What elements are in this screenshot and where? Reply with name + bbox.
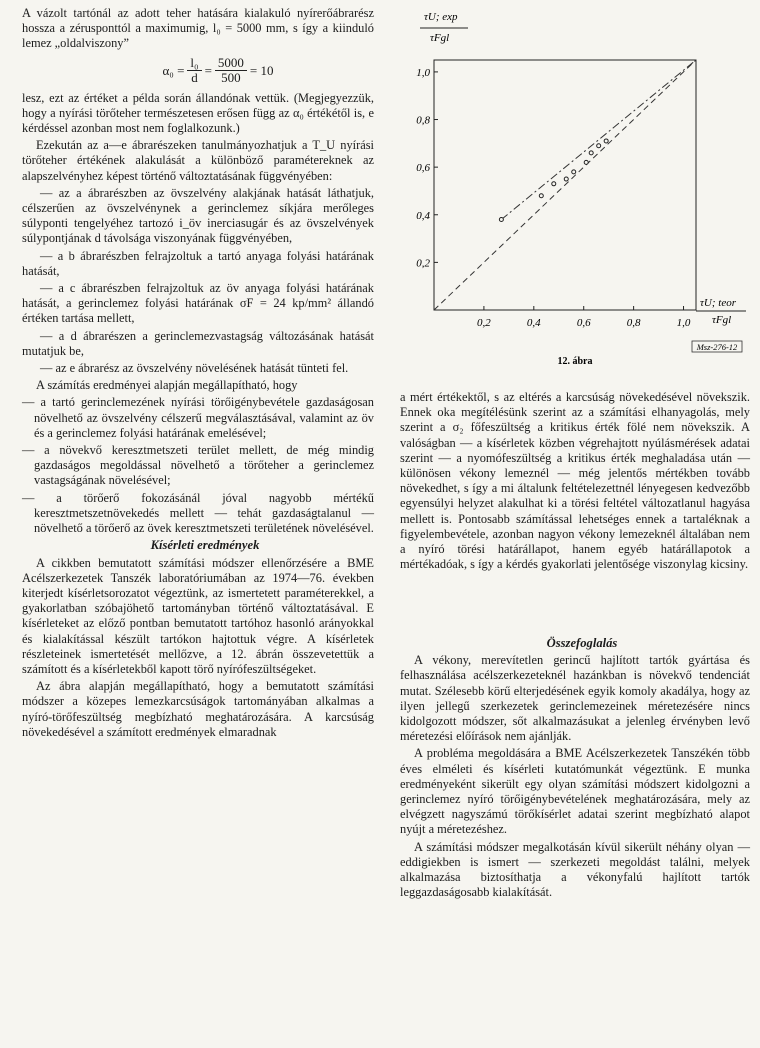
data-point [572,170,576,174]
scatter-chart [400,4,750,376]
list-item: — a törőerő fokozásánál jóval nagyobb mértékű keresztmetszetnövekedés mellett — tehát gazdaságtalanul — növelhető a törőerő az övek keresztmetszeti területének növelésével. [22,490,374,536]
x-tick-label: 0,4 [526,317,541,329]
list-item: — a d ábrarészen a gerinclemezvastagság változásának hatását mutatjuk be, [22,328,374,358]
paragraph: A probléma megoldására a BME Acélszerkezetek Tanszékén több éves elméleti és kísérleti kutatómunkát végeztünk. E munka eredményeként sikerült egy olyan számítási módszert kidolgozni a gerinclemez nyíró törőigénybevételének meghatározására, mely az elvégzett nagyszámú törőkísérlet adatai szerint megbízható alapot nyújt a méretezéshez. [400,746,750,837]
y-axis-label-top: τU; exp [424,11,458,23]
list-item: — a c ábrarészben felrajzoltuk az öv anyaga folyási határának hatását, a gerinclemez folyási határának σF = 24 kp/mm² állandó értéken tartása mellett, [22,281,374,326]
x-tick-label: 0,6 [576,317,591,329]
section-heading: Kísérleti eredmények [150,538,260,553]
alpha-formula [62,56,374,85]
x-tick-label: 1,0 [676,317,691,329]
paragraph: Ezekután az a—e ábrarészeken tanulmányozhatjuk a T_U nyírási törőteher értékének alakulását a különböző paramétereknek az alapszelvényhez képest történő változtatásának függvényében: [22,138,374,183]
data-point [564,177,568,181]
figure-12 [400,4,750,376]
left-column [22,6,374,742]
paragraph: A vázolt tartónál az adott teher hatására kialakuló nyírerőábrarész hossza a zérusponttól a maximumig, l₀ = 5000 mm, s így a kiinduló lemez „oldalviszony” [22,6,374,51]
paragraph: A számítás eredményei alapján megállapítható, hogy [36,378,298,393]
paragraph: A vékony, merevítetlen gerincű hajlított tartók gyártása és felhasználása acélszerkezeteknél hazánkban is növekvő tendenciát mutat. Szélesebb körű elterjedésének egyik komoly akadálya, hogy az ilyen jellegű szerkezetek gerinclemezeinek méretezésére nincs kidolgozott módszer, sőt alkalmazásukat a jelenleg érvényben levő méretezési előírások nem ajánlják. [400,653,750,744]
figure-tag: Msz-276-12 [696,342,738,352]
data-point [539,194,543,198]
data-point [584,160,588,164]
x-tick-label: 0,2 [477,317,491,329]
fraction-values [215,56,247,85]
section-heading: Összefoglalás [546,636,618,650]
data-point [604,139,608,143]
x-tick-label: 0,8 [626,317,641,329]
y-axis-label-bottom: τFgl [430,32,450,44]
formula-equals: = [204,62,212,78]
reference-line [434,60,696,310]
formula-lhs: α₀ = [162,62,185,78]
data-point [597,144,601,148]
list-item: — a tartó gerinclemezének nyírási törőigénybevétele gazdaságosan növelhető az övszelvény célszerű megválasztásával, valamint az öv és a gerinclemez folyási határának emelésével; [22,395,374,440]
y-tick-label: 0,6 [416,162,430,175]
y-tick-label: 0,8 [416,114,430,127]
y-tick-label: 0,2 [416,257,430,270]
fraction-numerator: l₀ [187,56,201,71]
paragraph: a mért értékektől, s az eltérés a karcsúság növekedésével növekszik. Ennek oka megítélésünk szerint az a számítási elhanyagolás, mely szerint a σ₂ főfeszültség a kritikus érték fölé nem növekszik. A valóságban — a kísérletek közben végrehajtott nyúlásmérések adatai szerint — a nyomófeszültség a kritikus érték meghaladása után — különösen vékony lemeznél — még jelentős mértékben tovább növekedhet, s így a mi általunk feltételezettnél lényegesen kedvezőbb egyensúlyi helyzet alakulhat ki a törési feltétel változatlanul hagyása mellett is. Pontosabb számítással lehetséges ennek a tartaléknak a figyelembevétele, azonban nagyon vékony lemezeknél általában nem a nyíró törési határállapot, hanem egyéb határállapotok a mértékadóak, s így a kérdés gyakorlati jelentősége viszonylag kicsiny. [400,390,750,572]
figure-caption: 12. ábra [557,356,593,367]
paragraph: Az ábra alapján megállapítható, hogy a bemutatott számítási módszer a közepes lemezkarcsúságok tartományában alkalmas a nyíró-törőfeszültség megbízható meghatározására. A karcsúság növekedésével a számított eredmények elmaradnak [22,679,374,739]
data-point [589,151,593,155]
paragraph: A számítási módszer megalkotásán kívül sikerült néhány olyan — eddigiekben is ismert — szerkezeti megoldást találni, melyek alkalmazása biztosíthatja a vékonyfalú hajlított tartók leggazdaságosabb kialakítását. [400,839,750,900]
x-axis-label-top: τU; teor [700,297,737,309]
paragraph: A cikkben bemutatott számítási módszer ellenőrzésére a BME Acélszerkezetek Tanszék laboratóriumában az 1974—76. években kiterjedt kísérletsorozatot végeztünk, az ismertetett paraméterekkel, a gyakorlatban szóbajöhető tartományban történő változtatásával. E kísérleteket az előző pontban bemutatott tartóhoz hasonló arányokkal és kialakítással készült tartókon hajtottuk végre. A kísérletek részleteinek ismertetését mellőzve, a 12. ábrán összevetettük a számított és a kísérletekből kapott törő nyírófeszültségeket. [22,555,374,676]
right-column-top [400,390,750,574]
fraction-denominator: 500 [221,69,241,85]
trend-line [501,60,696,220]
fraction-denominator: d [191,69,198,85]
paragraph: lesz, ezt az értéket a példa során állandónak vettük. (Megjegyezzük, hogy a nyírási törőteher természetesen erősen függ az α₀ értékétől is, e kérdéssel azonban most nem foglalkozunk.) [22,90,374,136]
list-item: — a b ábrarészben felrajzoltuk a tartó anyaga folyási határának hatását, [22,248,374,278]
right-column [400,636,750,902]
list-item: — az a ábrarészben az övszelvény alakjának hatását láthatjuk, célszerűen az övszelvénynek a gerinclemez síkjára merőleges súlyponti tengelyéhez tartozó i_öv inerciasugár és az övszelvények súlypontjának d távolsága viszonyának függvényében, [22,185,374,246]
data-point [552,182,556,186]
y-tick-label: 0,4 [416,209,430,222]
list-item: — az e ábrarész az övszelvény növelésének hatását tünteti fel. [40,361,349,376]
data-point [499,218,503,222]
list-item: — a növekvő keresztmetszeti terület mellett, de még mindig gazdaságos megoldással növelhető a törőteher a gerinclemez vastagságának növelésével; [22,443,374,488]
fraction-l0-d [187,56,201,85]
y-tick-label: 1,0 [416,66,430,79]
fraction-numerator: 5000 [215,56,247,71]
x-axis-label-bottom: τFgl [712,314,732,326]
formula-result: = 10 [249,62,274,78]
